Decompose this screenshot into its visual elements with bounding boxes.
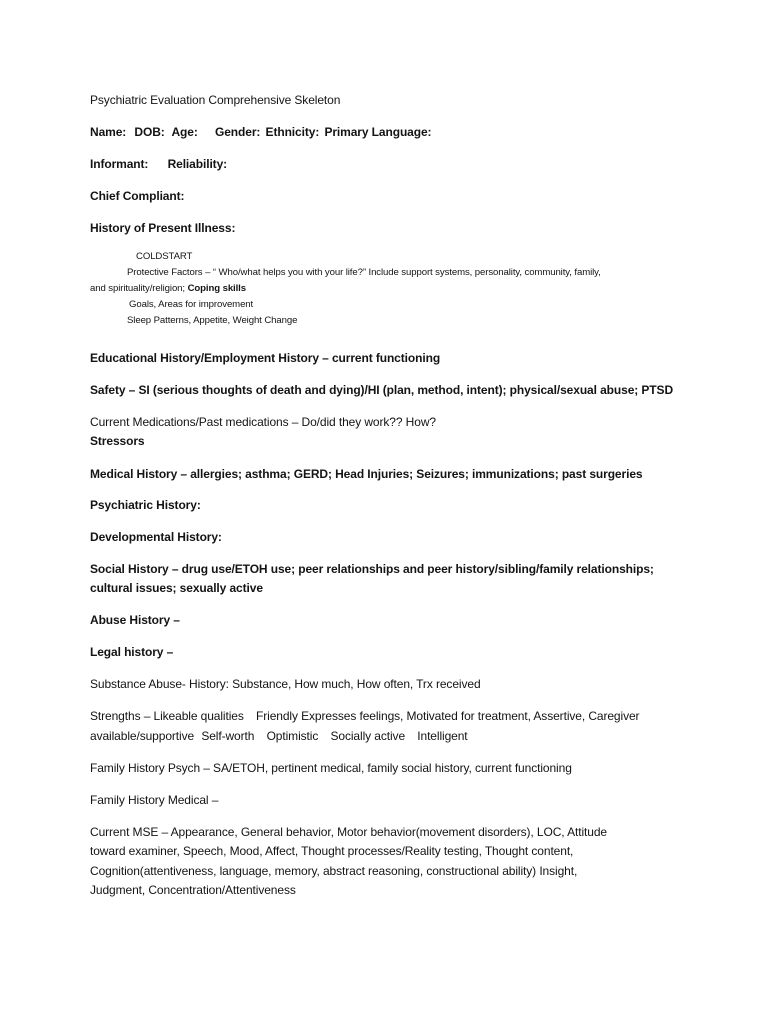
strength-intelligent: Intelligent	[417, 729, 468, 743]
spirituality-text: and spirituality/religion;	[90, 283, 185, 294]
strength-optimistic: Optimistic	[266, 729, 319, 743]
medical-history: Medical History – allergies; asthma; GERD; Head Injuries; Seizures; immunizations; past surgeries	[90, 467, 643, 481]
strengths-label: Strengths – Likeable qualities	[90, 709, 244, 723]
primary-language-label: Primary Language:	[324, 125, 432, 139]
coldstart-mnemonic: COLDSTART	[136, 251, 193, 262]
strengths-line-1	[90, 709, 639, 723]
demographics-line	[90, 125, 431, 139]
psychiatric-history: Psychiatric History:	[90, 498, 201, 512]
document-title: Psychiatric Evaluation Comprehensive Skeleton	[90, 93, 341, 107]
dob-label: DOB:	[134, 125, 165, 139]
coping-skills-text: Coping skills	[187, 283, 246, 294]
gender-label: Gender:	[215, 125, 261, 139]
family-history-medical: Family History Medical –	[90, 793, 219, 807]
age-label: Age:	[171, 125, 198, 139]
chief-complaint-label: Chief Compliant:	[90, 189, 185, 203]
abuse-history: Abuse History –	[90, 613, 180, 627]
strength-socially-active: Socially active	[330, 729, 406, 743]
strength-self-worth: Self-worth	[201, 729, 255, 743]
medications-line: Current Medications/Past medications – Do/did they work?? How?	[90, 415, 436, 429]
family-history-psych: Family History Psych – SA/ETOH, pertinent medical, family social history, current functioning	[90, 761, 572, 775]
substance-abuse-history: Substance Abuse- History: Substance, How much, How often, Trx received	[90, 677, 481, 691]
strengths-list: Friendly Expresses feelings, Motivated for treatment, Assertive, Caregiver	[256, 709, 640, 723]
ethnicity-label: Ethnicity:	[265, 125, 320, 139]
legal-history: Legal history –	[90, 645, 174, 659]
social-history-line-1: Social History – drug use/ETOH use; peer relationships and peer history/sibling/family relationships;	[90, 562, 654, 576]
reliability-label: Reliability:	[167, 157, 228, 171]
sleep-line: Sleep Patterns, Appetite, Weight Change	[127, 315, 298, 326]
mse-line-3: Cognition(attentiveness, language, memory, abstract reasoning, constructional ability) Insight,	[90, 864, 578, 878]
strengths-line-2	[90, 729, 468, 743]
mse-line-4: Judgment, Concentration/Attentiveness	[90, 883, 296, 897]
mse-line-2: toward examiner, Speech, Mood, Affect, Thought processes/Reality testing, Thought content,	[90, 844, 574, 858]
informant-label: Informant:	[90, 157, 149, 171]
developmental-history: Developmental History:	[90, 530, 222, 544]
hpi-heading: History of Present Illness:	[90, 221, 236, 235]
informant-line	[90, 157, 227, 171]
strength-available: available/supportive	[90, 729, 195, 743]
name-label: Name:	[90, 125, 127, 139]
mse-line-1: Current MSE – Appearance, General behavior, Motor behavior(movement disorders), LOC, Attitude	[90, 825, 607, 839]
educational-history: Educational History/Employment History – current functioning	[90, 351, 441, 365]
stressors-line: Stressors	[90, 434, 145, 448]
protective-factors-line-2	[90, 283, 246, 295]
safety-line: Safety – SI (serious thoughts of death and dying)/HI (plan, method, intent); physical/sexual abuse; PTSD	[90, 383, 674, 397]
protective-factors-line-1: Protective Factors – “ Who/what helps you with your life?” Include support systems, personality, community, family,	[127, 267, 601, 278]
goals-line: Goals, Areas for improvement	[129, 299, 254, 310]
social-history-line-2: cultural issues; sexually active	[90, 581, 263, 595]
